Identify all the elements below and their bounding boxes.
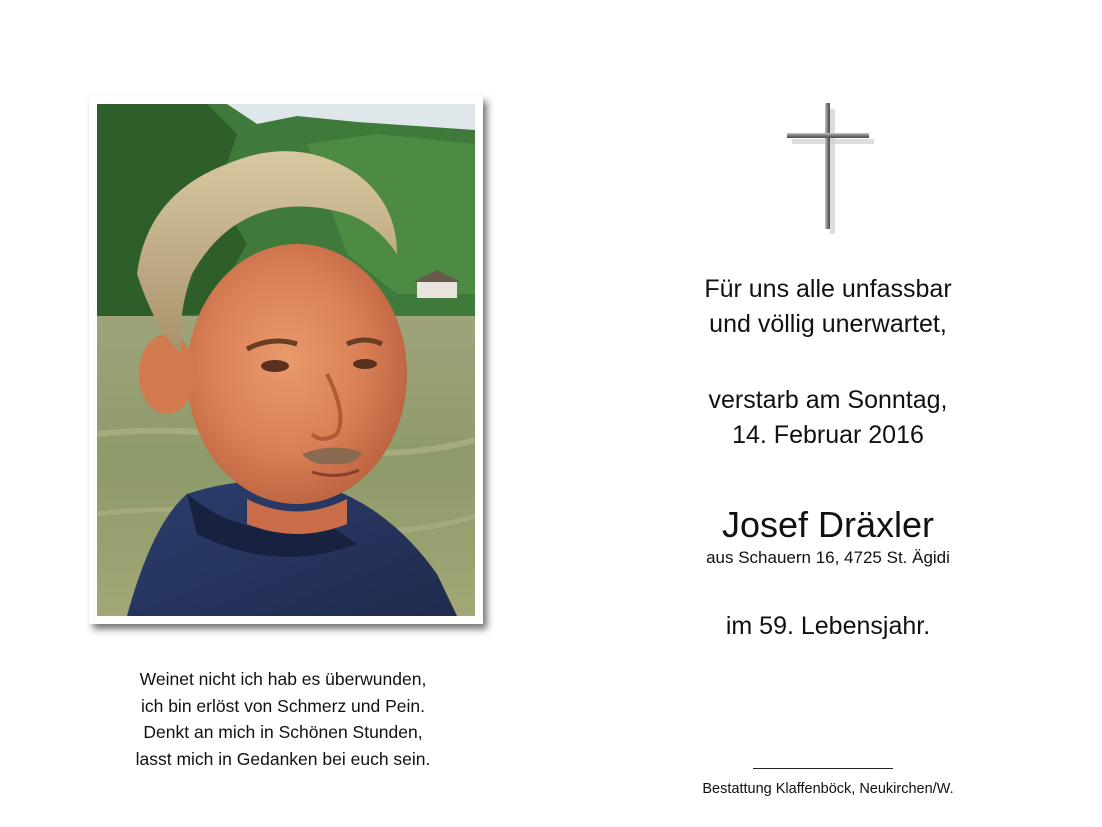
intro-line: und völlig unerwartet, (709, 310, 947, 338)
cross-icon (784, 100, 876, 234)
portrait-photo (97, 104, 475, 616)
deceased-name: Josef Dräxler (721, 504, 935, 545)
death-announcement (640, 383, 1016, 453)
deceased-address: aus Schauern 16, 4725 St. Ägidi (706, 548, 950, 567)
poem-line: ich bin erlöst von Schmerz und Pein. (140, 695, 426, 716)
death-date: 14. Februar 2016 (732, 421, 924, 449)
age-text: im 59. Lebensjahr. (725, 612, 931, 640)
portrait-photo-icon (97, 104, 475, 616)
poem-line: Weinet nicht ich hab es überwunden, (139, 669, 427, 689)
photo-frame (89, 96, 483, 624)
poem-line: lasst mich in Gedanken bei euch sein. (135, 748, 431, 769)
intro-text (640, 272, 1016, 342)
death-day-line: verstarb am Sonntag, (708, 386, 948, 414)
poem (100, 666, 466, 772)
intro-line: Für uns alle unfassbar (704, 275, 952, 303)
funeral-home: Bestattung Klaffenböck, Neukirchen/W. (702, 781, 954, 797)
divider-line (753, 768, 893, 769)
poem-line: Denkt an mich in Schönen Stunden, (143, 722, 423, 742)
